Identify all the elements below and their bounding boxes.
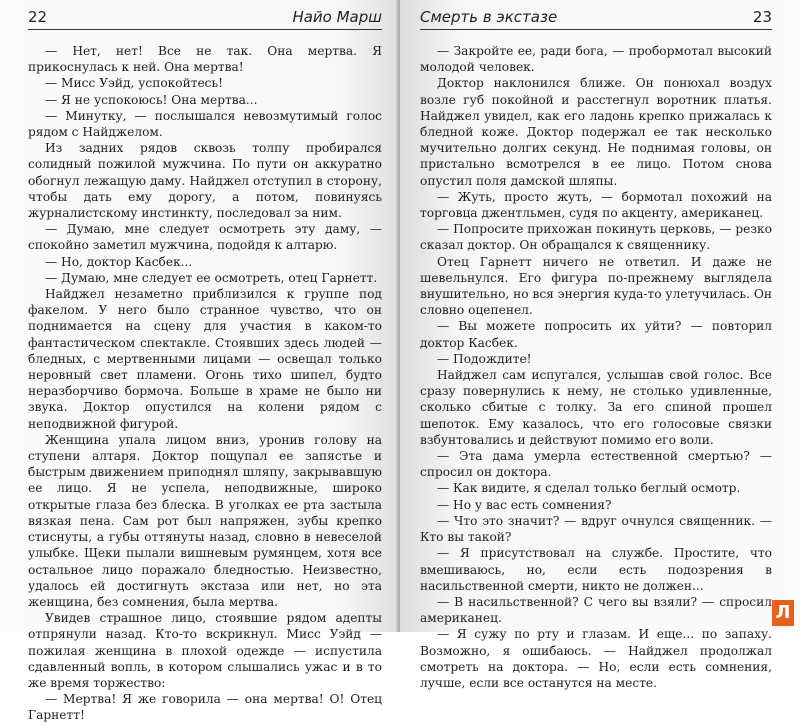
paragraph: — Что это значит? — вдруг очнулся священник. — Кто вы такой? [420,513,772,545]
paragraph: — Жуть, просто жуть, — бормотал похожий на торговца джентльмен, судя по акценту, американец. [420,189,772,221]
paragraph: — Думаю, мне следует ее осмотреть, отец Гарнетт. [45,270,378,285]
left-page [0,0,400,723]
left-page-header [28,8,382,30]
paragraph: — Но у вас есть сомнения? [437,497,612,512]
paragraph: Отец Гарнетт ничего не ответил. И даже не шевельнулся. Его фигура по-прежнему выглядела внушительно, но вся энергия куда-то улетучилась. Он словно оцепенел. [420,254,772,318]
right-running-head: Смерть в экстазе [420,8,558,26]
paragraph: — Закройте ее, ради бога, — пробормотал высокий молодой человек. [420,44,772,75]
right-page [400,0,800,690]
paragraph: Из задних рядов сквозь толпу пробирался солидный пожилой мужчина. По пути он аккуратно обогнул лежащую даму. Найджел отступил в сторону, чтобы дать ему дорогу, а потом, повинуясь журналистскому инстинкту, последовал за ним. [28,141,382,221]
paragraph: — Вы можете попросить их уйти? — повторил доктор Касбек. [420,319,772,350]
right-page-header [420,8,772,30]
paragraph: — Думаю, мне следует осмотреть эту даму, — спокойно заметил мужчина, подойдя к алтарю. [28,222,382,253]
paragraph: — Подождите! [437,351,532,366]
left-page-text [28,43,382,724]
publisher-logo: Л [772,600,794,626]
paragraph: Доктор наклонился ближе. Он понюхал воздух возле губ покойной и расстегнул воротник платья. Найджел увидел, как его ладонь крепко прижалась к бледной коже. Доктор подержал ее так несколько мучительно долгих секунд. Не поднимая головы, он пристально всмотрелся в ее лицо. Потом снова опустил поля дамской шляпы. [420,76,772,188]
paragraph: — Нет, нет! Все не так. Она мертва. Я прикоснулась к ней. Она мертва! [28,44,382,75]
left-running-head: Найо Марш [292,8,382,26]
paragraph: — Попросите прихожан покинуть церковь, — резко сказал доктор. Он обращался к священнику. [420,222,772,253]
paragraph: Найджел незаметно приблизился к группе под факелом. У него было странное чувство, что он поднимается на сцену для участия в каком-то фантастическом спектакле. Стоявших здесь людей — бледных, с мертвенными лицами — освещал только неровный свет пламени. Огонь тихо шипел, будто неразборчиво бормоча. Больше в храме не было ни звука. Доктор опустился на колени рядом с неподвижной фигурой. [28,287,382,431]
right-page-number: 23 [752,8,772,26]
right-page-text [420,43,772,691]
paragraph: — Я не успокоюсь! Она мертва... [45,92,258,107]
paragraph: Найджел сам испугался, услышав свой голос. Все сразу повернулись к нему, не столько удивленные, сколько сбитые с толку. За его спиной прошел шепоток. Ему казалось, что его голосовые связки взбунтовались и действуют помимо его воли. [420,368,772,447]
paragraph: — В насильственной? С чего вы взяли? — спросил американец. [420,594,772,626]
paragraph: — Эта дама умерла естественной смертью? — спросил он доктора. [420,449,772,480]
paragraph: — Мисс Уэйд, успокойтесь! [45,76,224,91]
paragraph: — Как видите, я сделал только беглый осмотр. [437,481,741,496]
paragraph: — Я присутствовал на службе. Простите, что вмешиваюсь, но, если есть подозрения в насильственной смерти, никто не должен... [420,546,772,593]
paragraph: Увидев страшное лицо, стоявшие рядом адепты отпрянули назад. Кто-то вскрикнул. Мисс Уэйд — пожилая женщина в плохой одежде — испустила сдавленный вопль, в котором слышались ужас и в то же время торжество: [28,611,382,690]
paragraph: — Мертва! Я же говорила — она мертва! О! Отец Гарнетт! [28,692,382,723]
paragraph: — Но, доктор Касбек... [45,254,193,269]
left-page-number: 22 [28,8,48,26]
paragraph: — Я сужу по рту и глазам. И еще... по запаху. Возможно, я ошибаюсь. — Найджел продолжал смотреть на доктора. — Но, если есть сомнения, лучше, если все останутся на месте. [420,627,772,690]
paragraph: — Минутку, — послышался невозмутимый голос рядом с Найджелом. [28,108,382,140]
paragraph: Женщина упала лицом вниз, уронив голову на ступени алтаря. Доктор пощупал ее запястье и быстрым движением приподнял шляпу, закрывавшую ее лицо. Я не успела, неподвижные, широко открытые глаза без блеска. В уголках ее рта застыла вязкая пена. Сам рот был напряжен, зубы крепко стиснуты, а губы оттянуты назад, словно в невеселой улыбке. Щеки пылали вишневым румянцем, хотя все остальное лицо поражало бледностью. Неизвестно, удалось ей достигнуть экстаза или нет, но эта женщина, без сомнения, была мертва. [28,432,382,609]
